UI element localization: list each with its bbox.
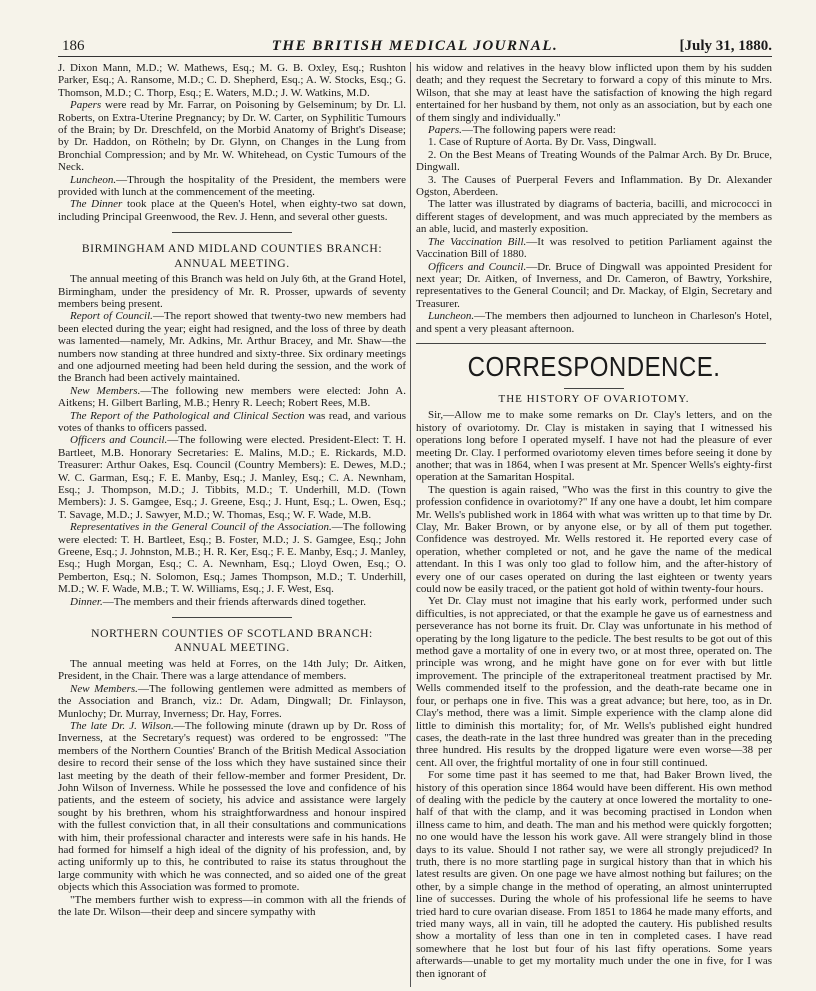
officers-text: —The following were elected. President-Elect: T. H. Bartleet, M.B. Honorary Secretaries: E. Malins, M.D.; E. Rickards, M.D. Treasurer: Arthur Oakes, Esq. Council (Country Members): E. Dewes, M.D.; W. C. Garman, Esq.; F. E. Manby, Esq.; J. Manley, Esq.; C. A. Newnham, Esq.; J. Thompson, M.D.; J. Tibbits, M.D.; T. Underhill, M.D. (Town Members): J. S. Gamgee, Esq.; J. Greene, Esq.; J. Hunt, Esq.; L. Owen, Esq.; T. Savage, M.D.; J. Sawyer, M.D.; W. Thomas, Esq.; W. F. Wade, M.B. [58,434,406,521]
page-number: 186 [62,38,85,54]
paper-item: 2. On the Best Means of Treating Wounds of the Palmar Arch. By Dr. Bruce, Dingwall. [416,148,772,174]
letter-paragraph: Yet Dr. Clay must not imagine that his early work, performed under such difficulties, is not appreciated, or that the example he gave us of earnestness and perseverance has not borne its fruit. Dr. Clay was unfortunate in his method of operating by the long ligature to the pedicle. The best results to be got out of this method gave a mortality of one in every two, or at most three, operated on. The principle was wrong, and he might have gone on for ever with but little improvement. The principle of the extraperitoneal treatment practised by Mr. Wells commended itself to the profession, and the death-rate became one in four, or perhaps one in five. This was a great advance; but here, too, as in Dr. Clay's method, there was a limit. Simple experience with the clamp alone did little to diminish this mortality; for, of Mr. Wells's published eight hundred cases, the death-rate in the last three hundred was greater than in the preceding three hundred. His results by the dropped ligature were even worse—38 per cent. All over, the frightful mortality of one in four still continued. [416,595,772,769]
northern-intro: The annual meeting was held at Forres, on the 14th July; Dr. Aitken, President, in the Chair. There was a large attendance of members. [58,657,406,683]
pathological-report-text: was read, and various votes of thanks to officers passed. [58,409,406,434]
birmingham-dinner-text: —The members and their friends afterwards dined together. [102,595,366,608]
officers-paragraph [58,434,406,521]
letter-paragraph: For some time past it has seemed to me that, had Baker Brown lived, the history of this operation since 1864 would have been different. His own method of dealing with the pedicle by the cautery at once lowered the mortality to one-half of that with the clamp, and it was becoming practised in London when illness came to him, and death. The man and his method were quickly forgotten; no one would have the lesson his work gave. All were strangely blind in those days to its value. Should I not rather say, we were all strongly prejudiced? In truth, there is no more startling page in surgical history than that in which his latest results are given. On one page we have almost nothing but failures; on the other, by a simple change in the method of operating, an almost uninterrupted line of successes. During the whole of his professional life he seems to have tried hard to cure ovarian disease. From 1851 to 1864 he made many efforts, and tried many ways, all in vain, till he adopted the cautery. His published results show a mortality of less than one in ten in completed cases. I have read somewhere that he lost but four of his last fifty operations. Some years afterwards—unable to get my mortality much under the one in five, for I was then ignorant of [416,769,772,980]
members-list-paragraph: J. Dixon Mann, M.D.; W. Mathews, Esq.; M. G. B. Oxley, Esq.; Rushton Parker, Esq.; A. Ransome, M.D.; C. D. Shepherd, Esq.; A. W. Stocks, Esq.; G. Thomson, M.D.; C. Thorp, Esq.; E. Waters, M.D.; J. W. Watkins, M.D. [58,62,406,99]
northern-section-title: NORTHERN COUNTIES OF SCOTLAND BRANCH: [91,627,373,641]
birmingham-intro: The annual meeting of this Branch was held on July 6th, at the Grand Hotel, Birmingham, under the presidency of Mr. R. Prosser, upwards of seventy members being present. [58,273,406,310]
wilson-minute-paragraph [58,720,406,894]
northern-luncheon-text: —The members then adjourned to luncheon in Charleson's Hotel, and spent a very pleasant afternoon. [416,310,772,335]
representatives-paragraph [58,521,406,595]
right-column [416,62,772,990]
papers-paragraph [58,99,406,173]
northern-papers-paragraph [416,124,772,136]
northern-luncheon-label: Luncheon. [428,310,475,323]
section-rule [172,617,292,618]
letter-paragraph: The question is again raised, "Who was the first in this country to give the profession confidence in ovariotomy?" If any one have a doubt, let him compare Mr. Wells's published work in 1864 with what was written up to that time by Dr. Clay, Mr. Baker Brown, or by anyone else, or by all of them put together. Confidence was destroyed. Mr. Wells restored it. He reported every case of operation, whether completed or not, and he gave the name of the medical attendant. In this I was only too glad to follow him, and the after-history of every one of our cases operated on during the last eighteen or twenty years could now be easily traced, or the patient got hold of within twenty-four hours. [416,483,772,596]
paper-item: 3. The Causes of Puerperal Fevers and Inflammation. By Dr. Alexander Ogston, Aberdeen. [416,173,772,199]
papers-list [416,136,772,198]
birmingham-section-subtitle: ANNUAL MEETING. [174,256,290,270]
section-rule [172,232,292,233]
pathological-report-paragraph [58,410,406,435]
luncheon-text: —Through the hospitality of the President, the members were provided with lunch at the commencement of the meeting. [58,173,406,199]
pathological-report-label: The Report of the Pathological and Clinical Section [70,409,305,422]
minute-continuation: his widow and relatives in the heavy blow inflicted upon them by his sudden death; and they request the Secretary to forward a copy of this minute to Mrs. Wilson, that she may at least have the satisfaction of knowing the high regard entertained for her husband by them, not only as an association, but by each one of them singly and individually." [416,62,772,124]
representatives-label: Representatives in the General Council of the Association. [70,521,332,534]
illustrated-paragraph: The latter was illustrated by diagrams of bacteria, bacilli, and micrococci in different stages of development, and was much appreciated by the members as an able, lucid, and masterly exposition. [416,198,772,236]
northern-officers-paragraph [416,261,772,311]
luncheon-label: Luncheon. [70,173,117,186]
running-header [58,30,772,57]
new-members-paragraph [58,385,406,410]
vaccination-label: The Vaccination Bill. [428,235,527,248]
northern-papers-text: —The following papers were read: [461,124,616,137]
northern-papers-label: Papers. [428,124,462,137]
correspondence-heading: CORRESPONDENCE. [467,350,721,382]
papers-label: Papers [70,99,102,112]
dinner-text: took place at the Queen's Hotel, when eighty-two sat down, including Principal Greenwood, the Rev. J. Henn, and several other guests. [58,198,406,223]
sympathy-paragraph: "The members further wish to express—in common with all the friends of the late Dr. Wilson—their deep and sincere sympathy with [58,893,406,918]
left-column [58,62,406,990]
northern-officers-text: —Dr. Bruce of Dingwall was appointed President for next year; Dr. Aitken, of Inverness, and Dr. Cameron, of Bawtry, Yorkshire, representatives to the General Council; and Dr. Mackay, of Elgin, Secretary and Treasurer. [416,260,772,310]
wilson-minute-text: —The following minute (drawn up by Dr. Ross of Inverness, at the Secretary's request) was ordered to be engrossed: "The members of the Northern Counties' Branch of the British Medical Association desire to record their sense of the loss which they have sustained since their last meeting by the death of their fellow-member and former President, Dr. John Wilson of Inverness. While he possessed the love and confidence of his patients, and the esteem of society, his advice and assistance were largely sought by his brethren, whom his straightforwardness and honour inspired with the fullest conviction that, in all their consultations and communications with him, their professional character and interests were safe in his hands. He had formed for himself a high ideal of the dignity of his profession, and, by acting uniformly up to this, he contributed to raise its status throughout the large community with which he was connected, and so aided one of the great objects which this Association was formed to promote. [58,719,406,894]
northern-new-members-text: —The following gentlemen were admitted as members of the Association and Branch, viz.: Dr. Adam, Dingwall; Dr. Finlayson, Munlochy; Dr. Murray, Inverness; Dr. Hay, Forres. [58,682,406,720]
northern-luncheon-paragraph [416,310,772,335]
journal-title: THE BRITISH MEDICAL JOURNAL. [271,38,559,54]
paper-item: 1. Case of Rupture of Aorta. By Dr. Vass, Dingwall. [428,136,657,149]
new-members-label: New Members. [70,384,141,397]
northern-section-subtitle: ANNUAL MEETING. [174,641,290,655]
northern-new-members-paragraph [58,683,406,720]
wilson-minute-label: The late Dr. J. Wilson. [70,719,174,732]
birmingham-dinner-label: Dinner. [70,595,103,608]
ovariotomy-title: THE HISTORY OF OVARIOTOMY. [498,392,690,405]
northern-new-members-label: New Members. [70,682,138,695]
heading-rule [564,388,624,389]
correspondence-rule [416,343,766,344]
vaccination-paragraph [416,236,772,261]
officers-label: Officers and Council. [70,434,168,447]
issue-date: [July 31, 1880. [679,38,772,54]
luncheon-paragraph [58,174,406,199]
northern-officers-label: Officers and Council. [428,260,527,273]
column-divider [410,62,411,987]
new-members-text: —The following new members were elected: John A. Aitkens; H. Gilbert Barling, M.B.; Henry R. Leech; Robert Rees, M.B. [58,384,406,410]
dinner-label: The Dinner [70,198,123,211]
birmingham-section-title: BIRMINGHAM AND MIDLAND COUNTIES BRANCH: [81,242,383,256]
dinner-paragraph [58,198,406,223]
vaccination-text: —It was resolved to petition Parliament against the Vaccination Bill of 1880. [416,235,772,261]
letter-paragraph: Sir,—Allow me to make some remarks on Dr. Clay's letters, and on the history of ovariotomy. Dr. Clay is mistaken in saying that I witnessed his operations long before I operated myself. I have not had the pleasure of ever meeting Dr. Clay. I performed ovariotomy eleven times before seeing it done by another; that was in 1864, when I was present at Mr. Spencer Wells's eighty-first operation at the Samaritan Hospital. [416,409,772,484]
council-report-label: Report of Council. [70,310,153,323]
birmingham-dinner-paragraph [58,596,406,608]
representatives-text: —The following were elected: T. H. Bartleet, Esq.; B. Foster, M.D.; J. S. Gamgee, Esq.; John Greene, Esq.; J. Johnston, M.B.; H. R. Ker, Esq.; F. E. Manby, Esq.; J. Manley, Esq.; Hugh Morgan, Esq.; C. A. Newnham, Esq.; Lloyd Owen, Esq.; O. Pemberton, Esq.; N. Solomon, Esq.; James Thompson, M.D.; T. Underhill, M.D.; W. F. Wade, M.B.; T. W. Williams, Esq.; J. F. West, Esq. [58,521,406,596]
papers-text: were read by Mr. Farrar, on Poisoning by Gelseminum; by Dr. Ll. Roberts, on Extra-Uterine Pregnancy; by Dr. W. Carter, on Syphilitic Tumours of the Brain; by Dr. Dreschfeld, on the Morbid Anatomy of Bright's Disease; by Dr. Haddon, on Rötheln; by Dr. Glynn, on Changes in the Lung from Bronchial Compression; and by Mr. W. Whitehead, on Cystic Tumours of the Neck. [58,99,406,174]
council-report-paragraph [58,310,406,384]
council-report-text: —The report showed that twenty-two new members had been elected during the year; eight had resigned, and the loss of three by death was lamented—namely, Mr. Adkins, Mr. Arthur Bracey, and Mr. Shaw—the numbers now standing at three hundred and sixty-three. Six ordinary meetings and one adjourned meeting had been held during the session, and the work of the Branch had been actively maintained. [58,310,406,385]
